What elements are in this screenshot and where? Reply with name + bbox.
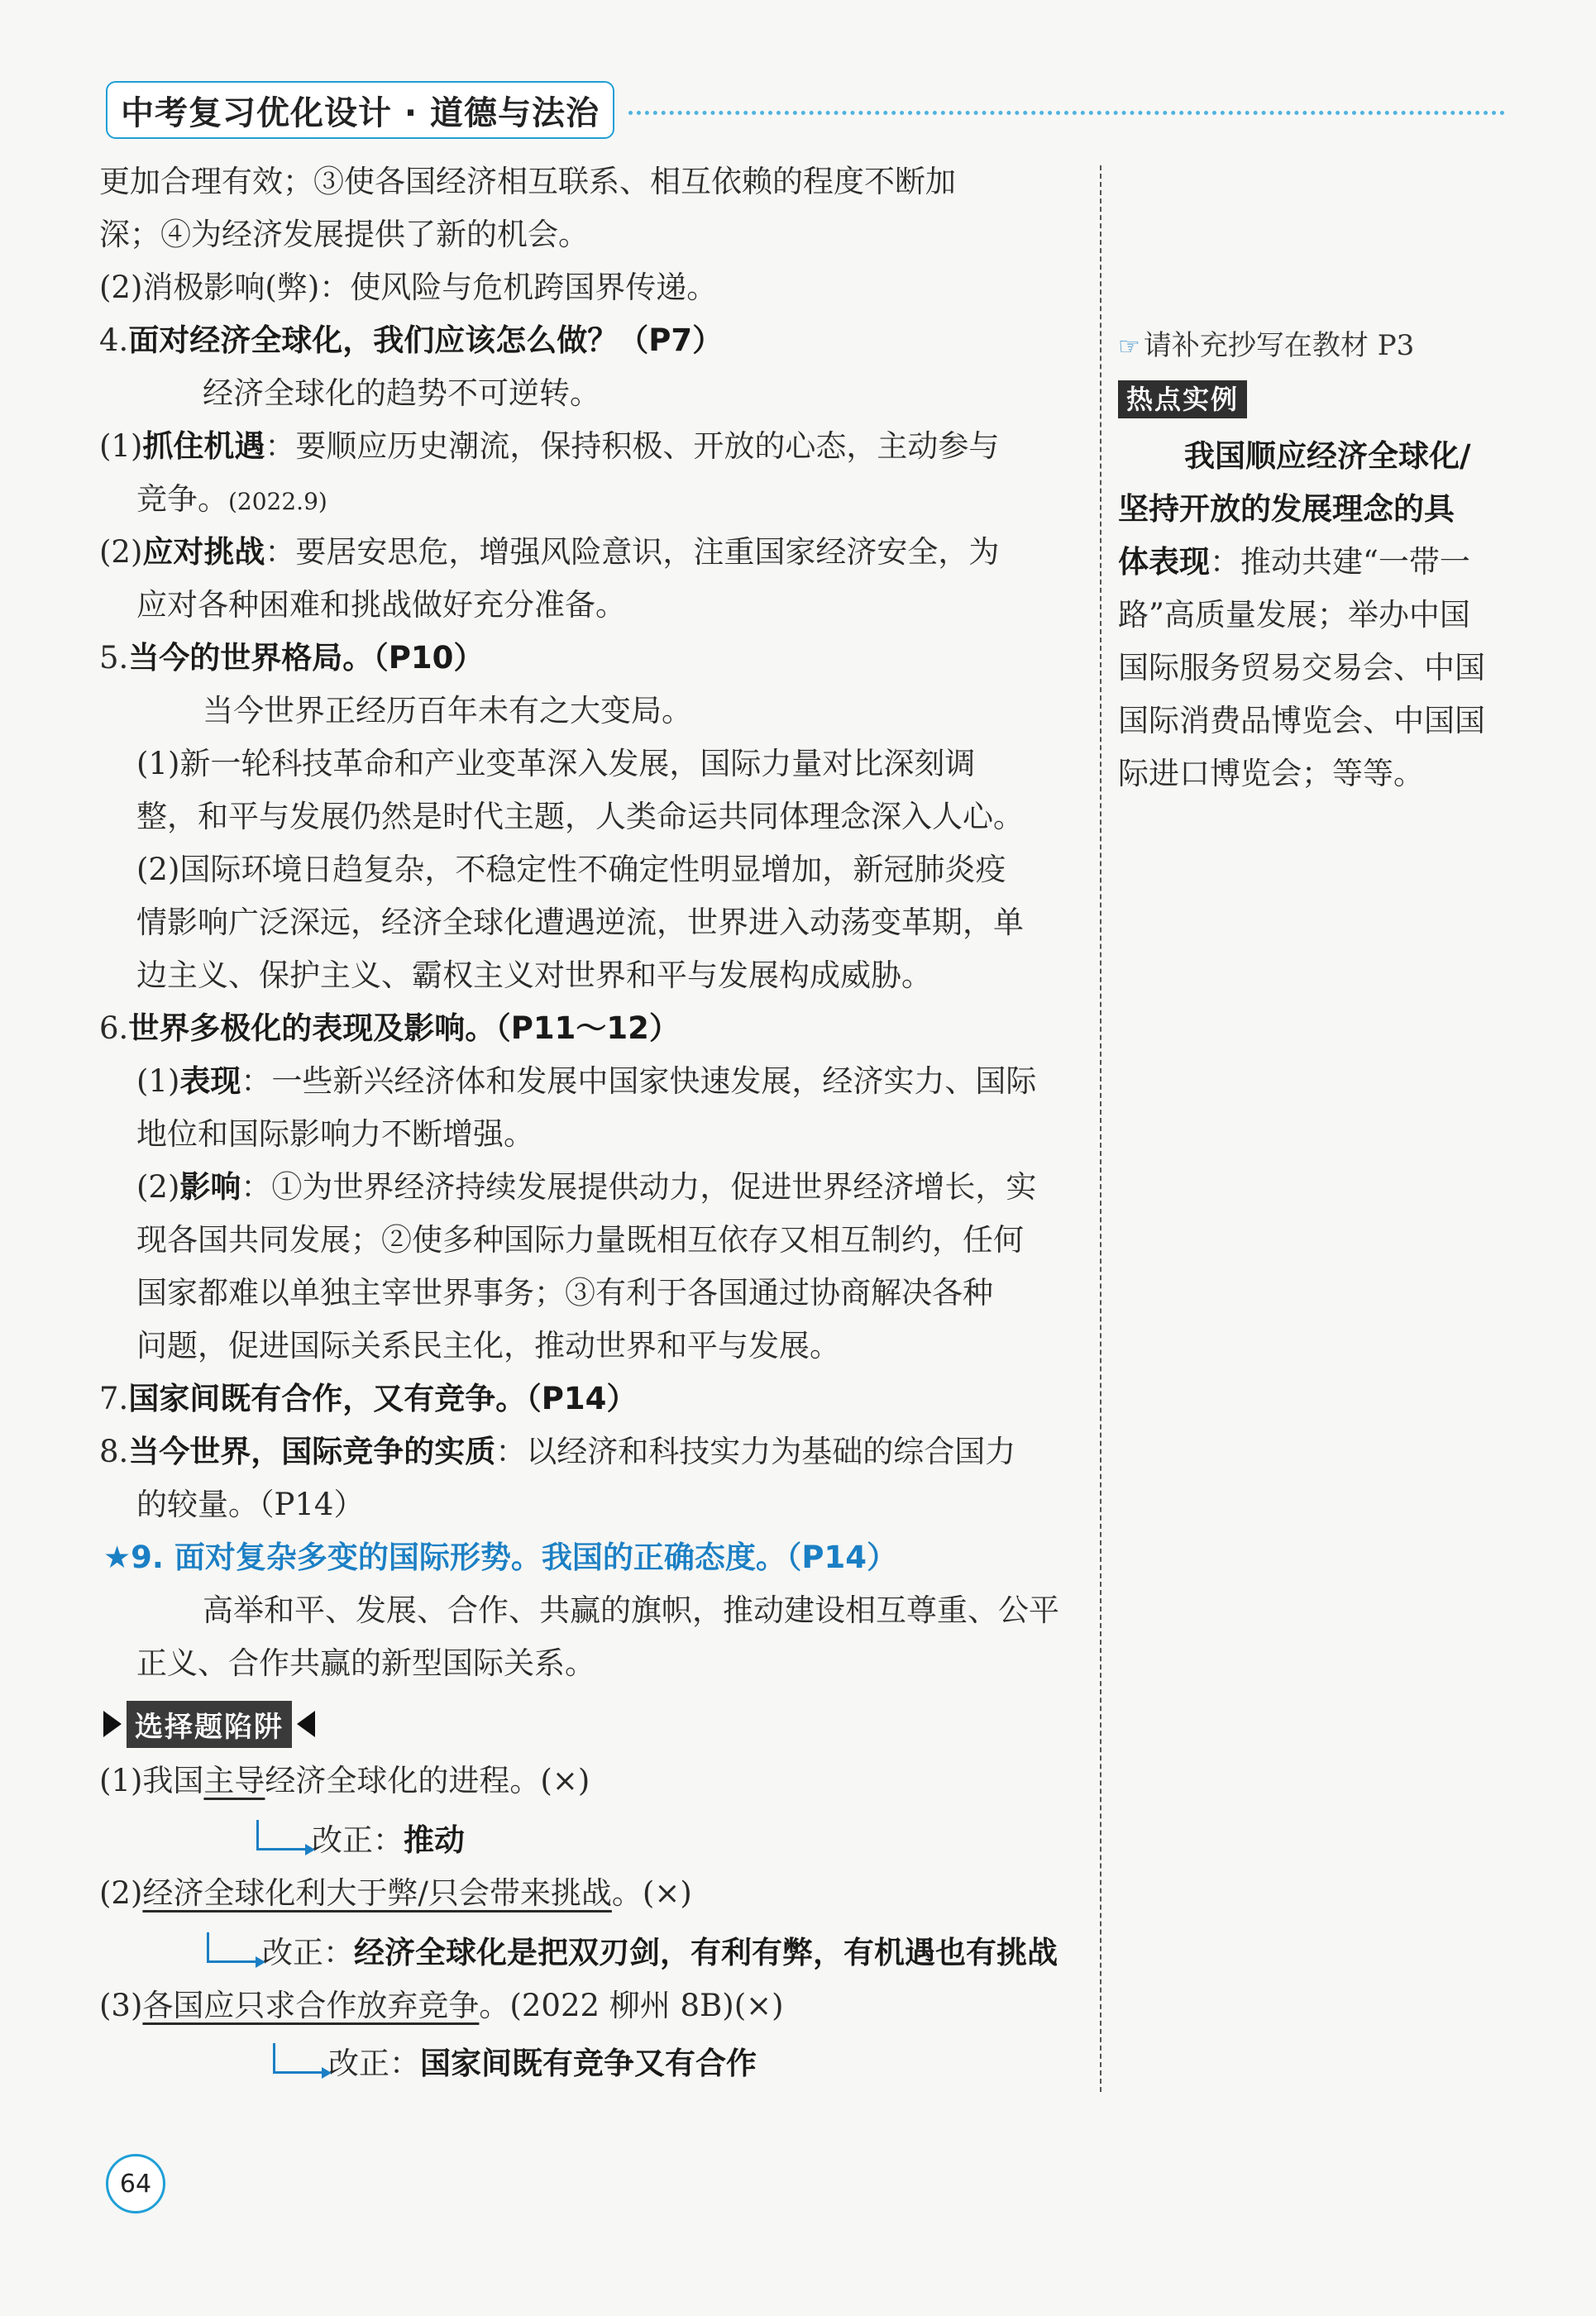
supplement-note <box>1118 322 1414 363</box>
text-line: (1)新一轮科技革命和产业变革深入发展，国际力量对比深刻调 <box>136 746 976 781</box>
hot-example-label: 热点实例 <box>1118 380 1247 418</box>
text-line: 现各国共同发展；②使多种国际力量既相互依存又相互制约，任何 <box>136 1222 1024 1258</box>
arrow-icon <box>273 2043 325 2074</box>
text-line: 当今世界正经历百年未有之大变局。 <box>203 693 692 728</box>
text-line <box>136 475 327 527</box>
fix-label: 改正： <box>312 1822 404 1858</box>
trap-item-error: 各国应只求合作放弃竞争 <box>142 1988 480 2023</box>
item-text: ：①为世界经济持续发展提供动力，促进世界经济增长，实 <box>241 1169 1037 1205</box>
item-text: ：要居安思危，增强风险意识，注重国家经济安全，为 <box>265 534 1000 570</box>
trap-label: 选择题陷阱 <box>127 1701 292 1748</box>
trap-item-prefix: (1)我国 <box>99 1763 204 1798</box>
item-text: 竞争。 <box>136 481 228 517</box>
exam-year: (2022.9) <box>228 488 327 515</box>
text-line <box>99 422 999 471</box>
side-line: 国际服务贸易交易会、中国 <box>1118 650 1485 685</box>
text-line: 深；④为经济发展提供了新的机会。 <box>99 217 589 252</box>
trap-fix-2 <box>207 1928 1058 1978</box>
text-line: 问题，促进国际关系民主化，推动世界和平与发展。 <box>136 1328 840 1363</box>
trap-fix-1 <box>256 1816 465 1865</box>
section-number: 4. <box>99 322 129 358</box>
item-keyword: 影响 <box>179 1169 241 1205</box>
item-keyword: 应对挑战 <box>142 534 265 570</box>
section-4-heading <box>99 316 723 365</box>
item-text: ：一些新兴经济体和发展中国家快速发展，经济实力、国际 <box>241 1063 1037 1099</box>
trap-item-1 <box>99 1756 590 1806</box>
item-number: (2) <box>136 1169 180 1205</box>
trap-item-error: 经济全球化利大于弊/只会带来挑战 <box>142 1875 612 1911</box>
trap-item-error: 主导 <box>203 1763 265 1798</box>
section-9-heading: ★9. 面对复杂多变的国际形势。我国的正确态度。（P14） <box>103 1540 897 1575</box>
side-line: 坚持开放的发展理念的具 <box>1118 491 1455 527</box>
text-line: 地位和国际影响力不断增强。 <box>136 1116 534 1152</box>
section-7-heading <box>99 1374 637 1424</box>
triangle-left-icon <box>297 1711 315 1737</box>
fix-text: 国家间既有竞争又有合作 <box>420 2046 757 2081</box>
text-line <box>99 528 999 577</box>
section-title: 国家间既有合作，又有竞争。（P14） <box>128 1381 638 1416</box>
section-title: 面对经济全球化，我们应该怎么做？（P7） <box>128 322 724 358</box>
side-line <box>1118 536 1470 589</box>
triangle-right-icon <box>103 1711 122 1737</box>
text-line: (2)国际环境日趋复杂，不稳定性不确定性明显增加，新冠肺炎疫 <box>136 852 1006 887</box>
trap-item-2 <box>99 1869 692 1918</box>
text-line: 经济全球化的趋势不可逆转。 <box>203 375 600 411</box>
section-title: 当今的世界格局。（P10） <box>128 640 485 676</box>
section-number: 5. <box>99 640 129 676</box>
trap-item-suffix: 经济全球化的进程。(×) <box>265 1763 590 1798</box>
section-6-heading <box>99 1004 680 1053</box>
trap-header <box>103 1703 315 1745</box>
arrow-icon <box>256 1820 308 1850</box>
side-keyword: 体表现 <box>1118 544 1210 580</box>
trap-item-suffix: 。(2022 柳州 8B)(×) <box>479 1988 784 2023</box>
text-line <box>136 1163 1036 1212</box>
header-dotted-rule <box>628 111 1505 115</box>
text-line: 的较量。（P14） <box>136 1487 365 1522</box>
text-line: 应对各种困难和挑战做好充分准备。 <box>136 587 626 623</box>
fix-text: 推动 <box>404 1822 465 1858</box>
fix-label: 改正： <box>262 1935 354 1970</box>
section-5-heading <box>99 633 484 683</box>
text-line: 情影响广泛深远，经济全球化遭遇逆流，世界进入动荡变革期，单 <box>136 905 1024 940</box>
side-text: ：推动共建“一带一 <box>1210 544 1470 580</box>
item-number: (1) <box>99 428 143 464</box>
text-line: 更加合理有效；③使各国经济相互联系、相互依赖的程度不断加 <box>99 164 956 199</box>
text-line: 正义、合作共赢的新型国际关系。 <box>136 1645 595 1681</box>
trap-item-3 <box>99 1981 784 2031</box>
side-line: 际进口博览会；等等。 <box>1118 756 1424 791</box>
text-line <box>136 1057 1036 1106</box>
side-line: 路”高质量发展；举办中国 <box>1118 597 1470 633</box>
side-line: 国际消费品博览会、中国国 <box>1118 703 1485 738</box>
side-line: 我国顺应经济全球化/ <box>1184 438 1471 474</box>
item-number: (2) <box>99 534 143 570</box>
section-title: 当今世界，国际竞争的实质 <box>128 1434 496 1469</box>
trap-item-prefix: (2) <box>99 1875 143 1911</box>
text-line: 高举和平、发展、合作、共赢的旗帜，推动建设相互尊重、公平 <box>203 1593 1059 1628</box>
page-number: 64 <box>106 2154 165 2213</box>
item-keyword: 抓住机遇 <box>142 428 265 464</box>
section-number: 6. <box>99 1010 129 1046</box>
section-number: 7. <box>99 1381 129 1416</box>
section-8-heading <box>99 1427 1015 1477</box>
fix-label: 改正： <box>328 2046 420 2081</box>
text-line: 国家都难以单独主宰世界事务；③有利于各国通过协商解决各种 <box>136 1275 993 1311</box>
item-text: ：以经济和科技实力为基础的综合国力 <box>495 1434 1016 1469</box>
item-number: (1) <box>136 1063 180 1099</box>
pointing-hand-icon: ☞ <box>1118 332 1140 361</box>
section-title: 世界多极化的表现及影响。（P11～12） <box>128 1010 680 1046</box>
text-line: (2)消极影响(弊)：使风险与危机跨国界传递。 <box>99 270 718 305</box>
fix-text: 经济全球化是把双刃剑，有利有弊，有机遇也有挑战 <box>354 1935 1058 1970</box>
trap-item-prefix: (3) <box>99 1988 143 2023</box>
trap-item-suffix: 。(×) <box>611 1875 692 1911</box>
column-divider <box>1100 165 1101 2092</box>
arrow-icon <box>207 1932 259 1963</box>
book-title: 中考复习优化设计 · 道德与法治 <box>106 81 614 139</box>
text-line: 边主义、保护主义、霸权主义对世界和平与发展构成威胁。 <box>136 957 932 993</box>
supplement-note-text: 请补充抄写在教材 P3 <box>1143 329 1415 362</box>
item-text: ：要顺应历史潮流，保持积极、开放的心态，主动参与 <box>265 428 1000 464</box>
section-number: 8. <box>99 1434 129 1469</box>
item-keyword: 表现 <box>179 1063 241 1099</box>
text-line: 整，和平与发展仍然是时代主题，人类命运共同体理念深入人心。 <box>136 799 1024 834</box>
trap-fix-3 <box>273 2039 757 2089</box>
